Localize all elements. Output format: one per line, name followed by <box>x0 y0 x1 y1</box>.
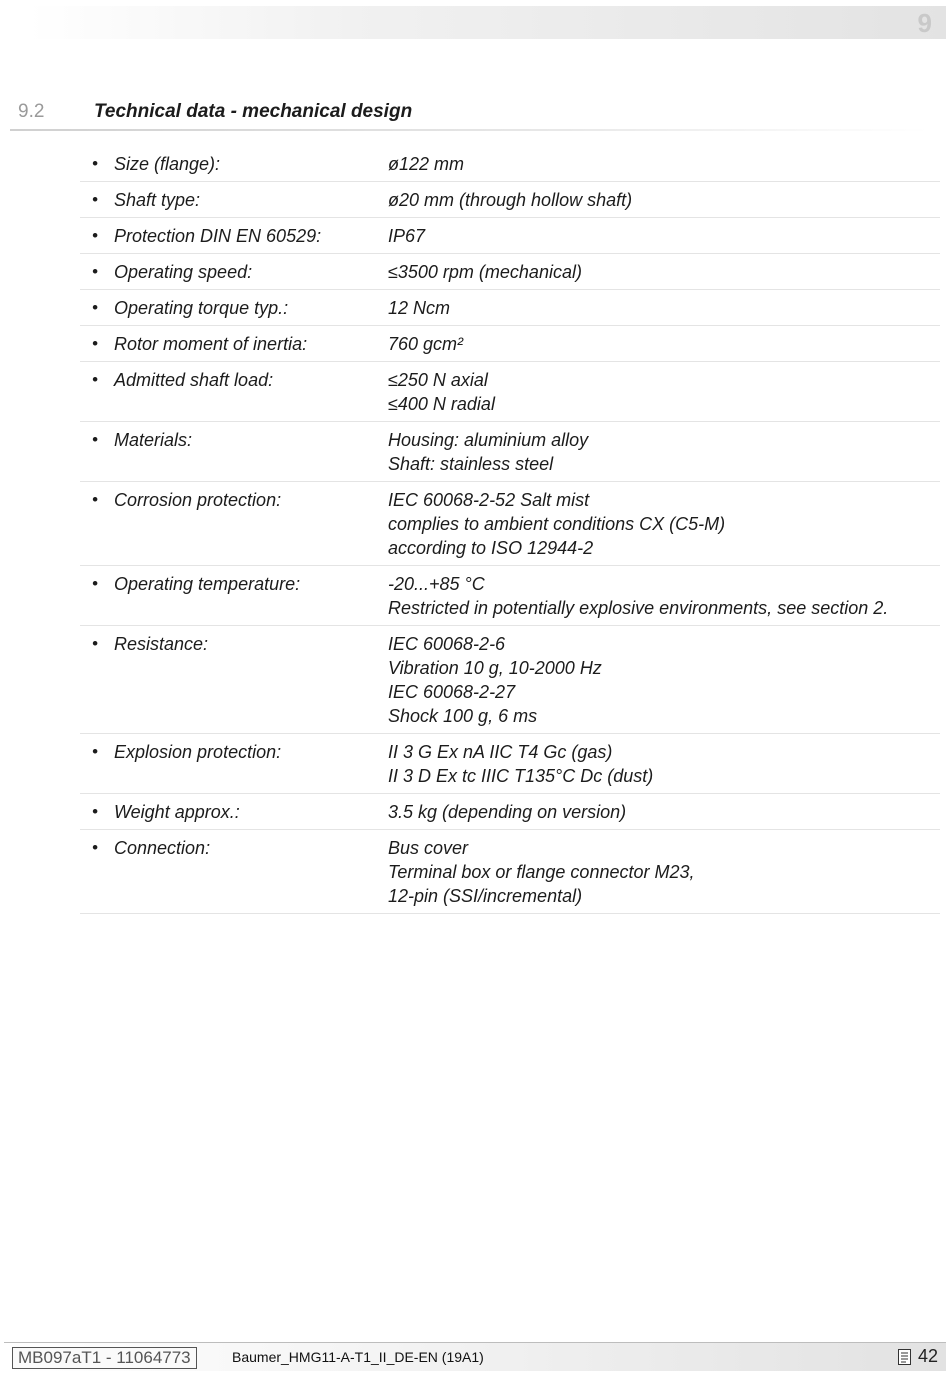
spec-value: Terminal box or flange connector M23, <box>388 862 695 882</box>
spec-values <box>388 368 940 416</box>
spec-values <box>388 572 940 620</box>
spec-row <box>80 146 940 182</box>
spec-row <box>80 566 940 626</box>
spec-values <box>388 740 940 788</box>
spec-row <box>80 422 940 482</box>
spec-values <box>388 332 940 356</box>
spec-label: Operating torque typ.: <box>114 298 289 318</box>
spec-label: Corrosion protection: <box>114 490 282 510</box>
spec-list <box>80 146 940 914</box>
bullet-marker: • <box>92 334 98 353</box>
spec-value: 3.5 kg (depending on version) <box>388 802 627 822</box>
spec-value: IEC 60068-2-52 Salt mist <box>388 490 590 510</box>
spec-label: Explosion protection: <box>114 742 282 762</box>
spec-values <box>388 488 940 560</box>
bullet-marker: • <box>92 262 98 281</box>
bullet-marker: • <box>92 742 98 761</box>
bullet-marker: • <box>92 226 98 245</box>
bullet-marker: • <box>92 802 98 821</box>
spec-value: complies to ambient conditions CX (C5-M) <box>388 514 726 534</box>
page-indicator <box>898 1346 938 1368</box>
spec-row <box>80 218 940 254</box>
spec-value: ø20 mm (through hollow shaft) <box>388 190 633 210</box>
spec-row <box>80 830 940 914</box>
spec-label: Size (flange): <box>114 154 221 174</box>
spec-value: Shaft: stainless steel <box>388 454 554 474</box>
spec-label: Connection: <box>114 838 211 858</box>
document-code: MB097aT1 - 11064773 <box>12 1347 197 1369</box>
spec-values <box>388 632 940 728</box>
document-pages-icon <box>898 1349 911 1365</box>
spec-value: 12 Ncm <box>388 298 451 318</box>
spec-value: II 3 D Ex tc IIIC T135°C Dc (dust) <box>388 766 654 786</box>
page-footer <box>4 1342 946 1371</box>
spec-value: -20...+85 °C <box>388 574 485 594</box>
spec-row <box>80 626 940 734</box>
spec-value: 12-pin (SSI/incremental) <box>388 886 583 906</box>
page-number: 42 <box>917 1346 938 1366</box>
bullet-marker: • <box>92 838 98 857</box>
spec-value: ø122 mm <box>388 154 465 174</box>
section-title: Technical data - mechanical design <box>94 101 413 122</box>
spec-label: Materials: <box>114 430 193 450</box>
spec-row <box>80 362 940 422</box>
file-name: Baumer_HMG11-A-T1_II_DE-EN (19A1) <box>232 1349 484 1365</box>
spec-label: Rotor moment of inertia: <box>114 334 308 354</box>
spec-label: Resistance: <box>114 634 209 654</box>
spec-label: Weight approx.: <box>114 802 240 822</box>
spec-values <box>388 296 940 320</box>
spec-values <box>388 188 940 212</box>
bullet-marker: • <box>92 490 98 509</box>
section-number: 9.2 <box>18 101 45 122</box>
spec-value: Vibration 10 g, 10-2000 Hz <box>388 658 602 678</box>
spec-value: according to ISO 12944-2 <box>388 538 594 558</box>
spec-label: Protection DIN EN 60529: <box>114 226 322 246</box>
bullet-marker: • <box>92 634 98 653</box>
spec-row <box>80 326 940 362</box>
spec-row <box>80 482 940 566</box>
spec-values <box>388 428 940 476</box>
spec-row <box>80 794 940 830</box>
bullet-marker: • <box>92 190 98 209</box>
chapter-number: 9 <box>917 8 932 38</box>
spec-values <box>388 260 940 284</box>
spec-value: Restricted in potentially explosive environments, see section 2. <box>388 598 889 618</box>
bullet-marker: • <box>92 574 98 593</box>
bullet-marker: • <box>92 430 98 449</box>
spec-value: Housing: aluminium alloy <box>388 430 589 450</box>
spec-row <box>80 254 940 290</box>
spec-value: Bus cover <box>388 838 469 858</box>
chapter-header-band <box>28 6 946 39</box>
bullet-marker: • <box>92 298 98 317</box>
spec-values <box>388 836 940 908</box>
spec-value: IEC 60068-2-6 <box>388 634 506 654</box>
spec-label: Operating temperature: <box>114 574 301 594</box>
spec-label: Admitted shaft load: <box>114 370 274 390</box>
spec-value: ≤400 N radial <box>388 394 495 414</box>
spec-label: Operating speed: <box>114 262 253 282</box>
spec-values <box>388 800 940 824</box>
spec-label: Shaft type: <box>114 190 201 210</box>
heading-divider <box>10 129 930 131</box>
bullet-marker: • <box>92 370 98 389</box>
spec-value: IP67 <box>388 226 426 246</box>
spec-row <box>80 182 940 218</box>
spec-value: ≤3500 rpm (mechanical) <box>388 262 582 282</box>
section-heading <box>18 101 948 131</box>
spec-values <box>388 152 940 176</box>
bullet-marker: • <box>92 154 98 173</box>
spec-row <box>80 734 940 794</box>
spec-value: Shock 100 g, 6 ms <box>388 706 538 726</box>
spec-values <box>388 224 940 248</box>
spec-value: 760 gcm² <box>388 334 464 354</box>
spec-value: ≤250 N axial <box>388 370 488 390</box>
spec-value: IEC 60068-2-27 <box>388 682 516 702</box>
spec-row <box>80 290 940 326</box>
spec-value: II 3 G Ex nA IIC T4 Gc (gas) <box>388 742 613 762</box>
